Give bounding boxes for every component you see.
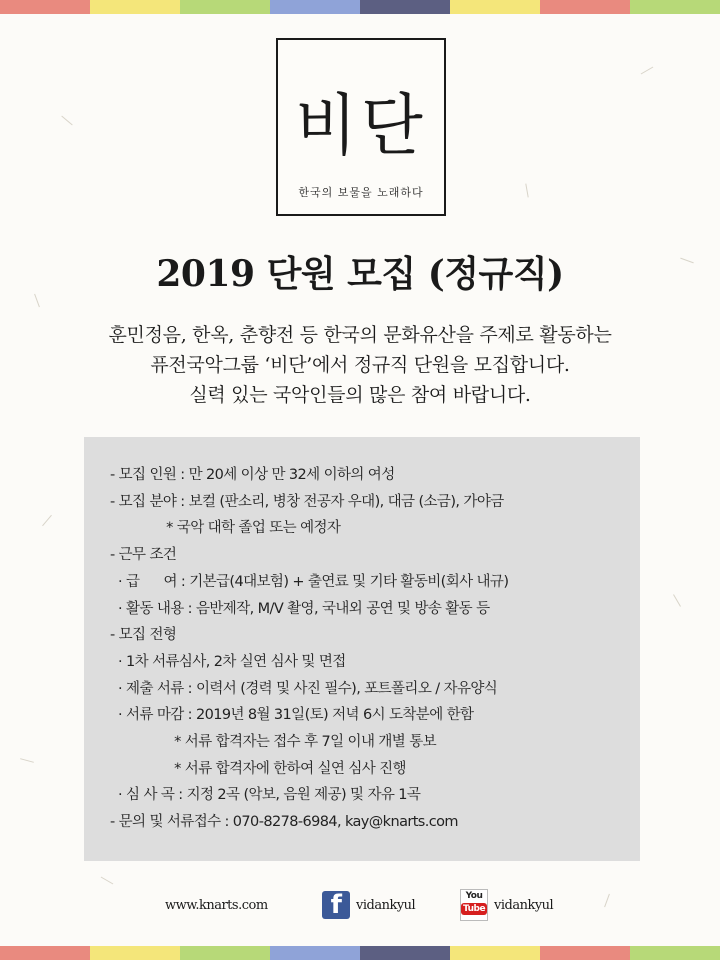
detail-line: - 문의 및 서류접수 : 070-8278-6984, kay@knarts.com [110, 814, 458, 831]
detail-line: * 국악 대학 졸업 또는 예정자 [110, 520, 341, 537]
detail-line: - 모집 인원 : 만 20세 이상 만 32세 이하의 여성 [110, 467, 395, 483]
stripe-segment [0, 946, 90, 960]
intro-line: 실력 있는 국악인들의 많은 참여 바랍니다. [189, 384, 531, 406]
youtube-link[interactable] [460, 888, 553, 922]
paper-fleck [101, 877, 114, 885]
detail-line: - 모집 전형 [110, 627, 177, 644]
paper-fleck [673, 594, 681, 607]
detail-line: · 1차 서류심사, 2차 실연 심사 및 면접 [110, 653, 346, 670]
detail-line: · 서류 마감 : 2019년 8월 31일(토) 저녁 6시 도착분에 한함 [110, 707, 474, 724]
facebook-icon: f [322, 891, 350, 919]
recruitment-details [110, 462, 508, 836]
detail-line: - 모집 분야 : 보컬 (판소리, 병창 전공자 우대), 대금 (소금), 가야금 [110, 493, 504, 510]
footer [0, 888, 720, 928]
bidan-logo [276, 38, 446, 216]
stripe-segment [630, 0, 720, 14]
website-text: www.knarts.com [165, 897, 268, 913]
stripe-segment [540, 0, 630, 14]
stripe-segment [180, 946, 270, 960]
stripe-segment [180, 0, 270, 14]
paper-fleck [641, 67, 654, 75]
stripe-segment [360, 946, 450, 960]
stripe-segment [630, 946, 720, 960]
stripe-segment [360, 0, 450, 14]
website-link[interactable] [165, 888, 268, 922]
detail-line: · 제출 서류 : 이력서 (경력 및 사진 필수), 포트폴리오 / 자유양식 [110, 680, 498, 697]
stripe-segment [90, 0, 180, 14]
youtube-icon-tube: Tube [462, 904, 486, 914]
detail-line: * 서류 합격자에 한하여 실연 심사 진행 [110, 760, 406, 777]
detail-line: · 심 사 곡 : 지정 2곡 (악보, 음원 제공) 및 자유 1곡 [110, 787, 421, 804]
intro-line: 훈민정음, 한옥, 춘향전 등 한국의 문화유산을 주제로 활동하는 [108, 324, 612, 346]
stripe-segment [450, 0, 540, 14]
paper-fleck [61, 116, 72, 126]
paper-fleck [20, 758, 34, 763]
top-color-stripe [0, 0, 720, 14]
youtube-icon-you: You [465, 891, 483, 901]
stripe-segment [270, 946, 360, 960]
detail-line: · 급 여 : 기본급(4대보험) + 출연료 및 기타 활동비(회사 내규) [110, 573, 509, 590]
logo-wordmark: 비단 [295, 87, 427, 166]
bottom-color-stripe [0, 946, 720, 960]
detail-line: · 활동 내용 : 음반제작, M/V 촬영, 국내외 공연 및 방송 활동 등 [110, 600, 490, 617]
stripe-segment [90, 946, 180, 960]
facebook-handle: vidankyul [356, 897, 416, 913]
stripe-segment [540, 946, 630, 960]
youtube-handle: vidankyul [494, 897, 554, 913]
logo-tagline: 한국의 보물을 노래하다 [298, 186, 424, 199]
facebook-link[interactable] [322, 888, 415, 922]
paper-fleck [42, 515, 52, 526]
intro-text [0, 320, 720, 410]
detail-line: - 근무 조건 [110, 547, 177, 564]
stripe-segment [0, 0, 90, 14]
intro-line: 퓨전국악그룹 ‘비단’에서 정규직 단원을 모집합니다. [150, 354, 570, 376]
detail-line: * 서류 합격자는 접수 후 7일 이내 개별 통보 [110, 734, 437, 751]
youtube-icon [460, 889, 488, 921]
page-title: 2019 단원 모집 (정규직) [156, 253, 564, 295]
stripe-segment [450, 946, 540, 960]
stripe-segment [270, 0, 360, 14]
paper-fleck [525, 184, 528, 198]
